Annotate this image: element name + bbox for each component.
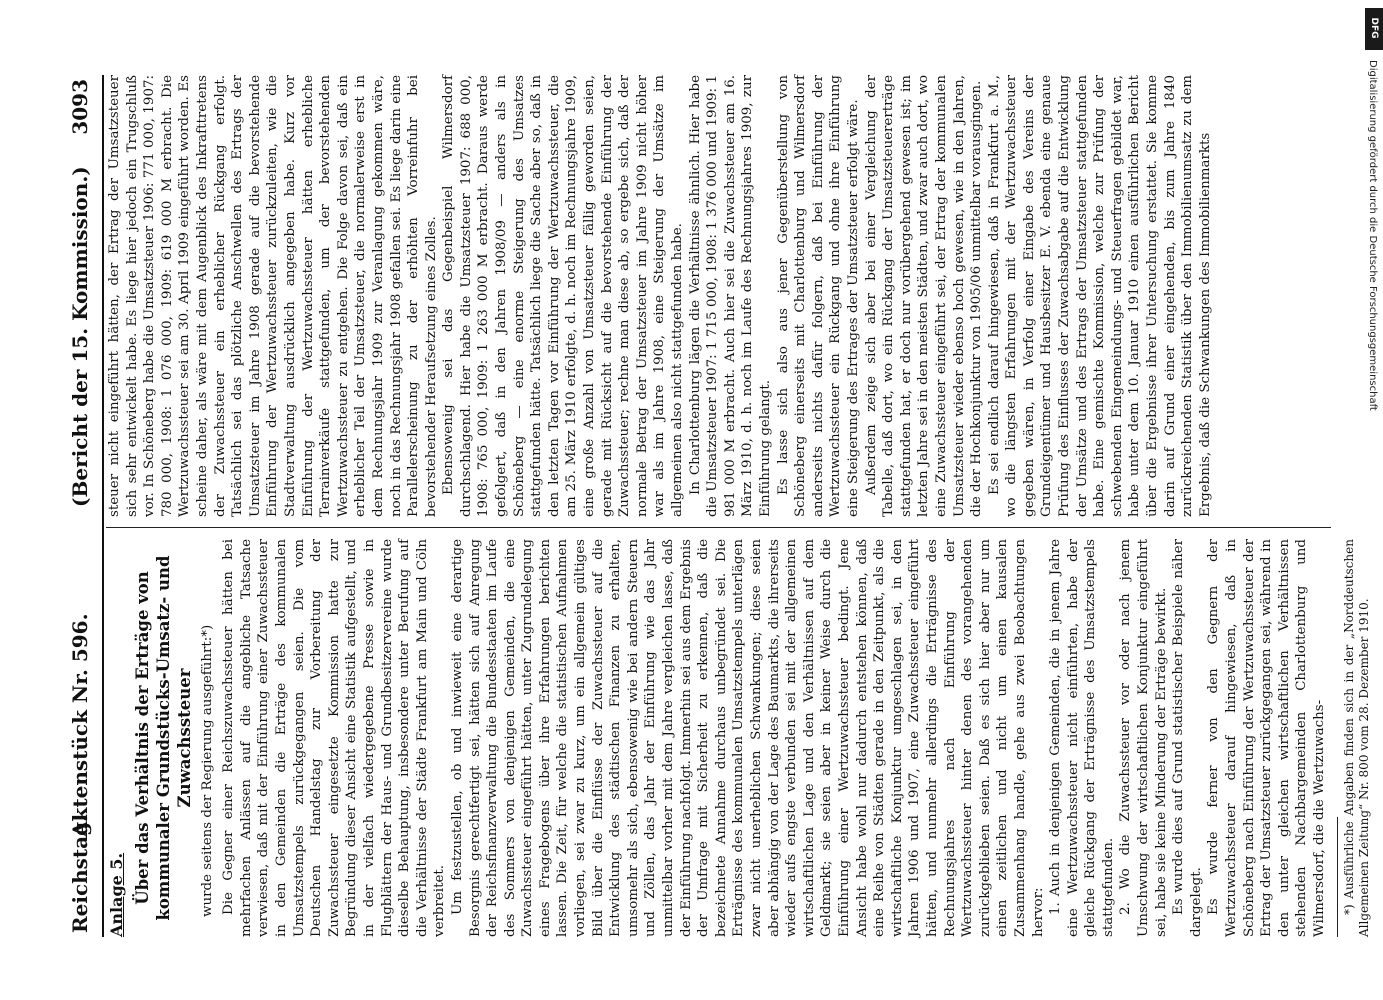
right-text-column [106,75,1331,517]
paragraph: Ebensowenig sei das Gegenbeispiel Wilmersdorf durchschlagend. Hier habe die Umsatzsteuer 1907: 688 000, 1908: 765 000, 1909: 1 263 000 M erbracht. Daraus werde gefolgert, daß in den Jahren 1908/09 — anders als in Schöneberg — eine enorme Steigerung des Umsatzes stattgefunden hätte. Tatsächlich liege die Sache aber so, daß in den letzten Tagen vor Einführung der Wertzuwachssteuer, die am 25. März 1910 erfolgte, d. h. noch im Rechnungsjahre 1909, eine große Anzahl von Umsatzsteuer fällig geworden seien, gerade mit Rücksicht auf die bevorstehende Einführung der Zuwachssteuer; rechne man diese ab, so ergebe sich, daß der normale Betrag der Umsatzsteuer im Jahre 1909 nicht höher war als im Jahre 1908, eine Steigerung der Umsätze im allgemeinen also nicht stattgefunden habe. [441,75,685,517]
paragraph: Es wurde ferner von den Gegnern der Wertzuwachssteuer darauf hingewiesen, daß in Schöneberg nach Einführung der Wertzuwachssteuer der Ertrag der Umsatzsteuer zurückgegangen sei, während in den unter gleichen wirtschaftlichen Verhältnissen stehenden Nachbargemeinden Charlottenburg und Wilmersdorf, die die Wertzuwachs- [1206,539,1327,937]
paragraph: 2. Wo die Zuwachssteuer vor oder nach jenem Umschwung der wirtschaftlichen Konjunktur eingeführt sei, habe sie keine Minderung der Erträge bewirkt. [1118,539,1169,937]
dfg-logo [1365,8,1383,50]
paragraph: Es lasse sich also aus jener Gegenüberstellung von Schöneberg einerseits mit Charlottenburg und Wilmersdorf anderseits nichts dafür folgern, daß bei Einführung der Wertzuwachssteuer ein Rückgang und ohne ihre Einführung eine Steigerung des Ertrages der Umsatzsteuer erfolgt wäre. [775,75,861,517]
anlage-heading: Anlage 5. [107,852,126,937]
column-divider [106,527,1331,528]
paragraph: Es sei endlich darauf hingewiesen, daß in Frankfurt a. M., wo die längsten Erfahrungen mit der Wertzuwachssteuer gegeben wären, in Verfolg einer Eingabe des Vereins der Grundeigentümer und Hausbesitzer E. V. ebenda eine genaue Prüfung des Einflusses der Zuwachsabgabe auf die Entwicklung der Umsätze und des Ertrags der Umsatzsteuer stattgefunden habe. Eine gemischte Kommission, welche zur Prüfung der schwebenden Eingemeindungs- und Steuerfragen gebildet war, habe unter dem 10. Januar 1910 einen ausführlichen Bericht über die Ergebnisse ihrer Untersuchung erstattet. Sie komme darin auf Grund einer eingehenden, bis zum Jahre 1840 zurückreichenden Statistik über den Immobilienumsatz zu dem Ergebnis, daß die Schwankungen des Immobilienmarkts [986,75,1213,517]
paragraph: 1. Auch in denjenigen Gemeinden, die in jenem Jahre eine Wertzuwachssteuer nicht einführten, habe der gleiche Rückgang der Erträgnisse des Umsatzstempels stattgefunden. [1048,539,1116,937]
page-number: 3093 [68,79,92,135]
paragraph: In Charlottenburg lägen die Verhältnisse ähnlich. Hier habe die Umsatzsteuer 1907: 1 715 000, 1908: 1 376 000 und 1909: 1 981 000 M erbracht. Auch hier sei die Zuwachssteuer am 16. März 1910, d. h. noch im Laufe des Rechnungsjahres 1909, zur Einführung gelangt. [687,75,773,517]
dfg-logo-text: DFG [1369,17,1379,39]
paragraph: Um festzustellen, ob und inwieweit eine derartige Besorgnis gerechtfertigt sei, hätten sich auf Anregung der Reichsfinanzverwaltung die Bundesstaaten im Laufe des Sommers von denjenigen Gemeinden, die eine Zuwachssteuer eingeführt hätten, unter Zugrundelegung eines Fragebogens über ihre Erfahrungen berichten lassen. Die Zeit, für welche die statistischen Aufnahmen vorliegen, sei zwar zu kurz, um ein allgemein gültiges Bild über die Einflüsse der Zuwachssteuer auf die Entwicklung des städtischen Finanzen zu erhalten, umsomehr als sich, ebensowenig wie bei andern Steuern und Zöllen, das Jahr der Einführung wie das Jahr unmittelbar vorher mit dem Jahre vergleichen lasse, daß der Einführung nachfolgt. Immerhin sei aus dem Ergebnis der Umfrage mit Sicherheit zu erkennen, daß die bezeichnete Annahme durchaus unbegründet sei. Die Erträgnisse des kommunalen Umsatzstempels unterlägen zwar nicht unerheblichen Schwankungen; diese seien aber abhängig von der Lage des Baumarkts, die ihrerseits wieder aufs engste verbunden sei mit der allgemeinen wirtschaftlichen Lage und den Verhältnissen auf dem Geldmarkt; sie seien aber in keiner Weise durch die Einführung einer Wertzuwachssteuer bedingt. Jene Ansicht habe wohl nur dadurch entstehen können, daß eine Reihe von Städten gerade in den Zeitpunkt, als die wirtschaftliche Konjunktur umgeschlagen sei, in den Jahren 1906 und 1907, eine Zuwachssteuer eingeführt hätten, und nunmehr allerdings die Erträgnisse des Rechnungsjahres nach Einführung der Wertzuwachssteuer hinter denen des vorangehenden zurückgeblieben seien. Daß es sich hier aber nur um einen zeitlichen und nicht um einen kausalen Zusammenhang handle, gehe aus zwei Beobachtungen hervor: [449,539,1046,937]
paragraph: Außerdem zeige sich aber bei einer Vergleichung der Tabelle, daß dort, wo ein Rückgang der Umsatzsteuererträge stattgefunden hat, er doch nur vorübergehend gewesen ist; im letzten Jahre sei in den meisten Städten, und zwar auch dort, wo eine Zuwachssteuer eingeführt sei, der Ertrag der kommunalen Umsatzsteuer wieder ebenso hoch gewesen, wie in den Jahren, die der Hochkonjunktur von 1905/06 unmittelbar vorausgingen. [863,75,985,517]
footnote: *) Ausführliche Angaben finden sich in der „Norddeutschen Allgemeinen Zeitung“ Nr. 800 vom 28. Dezember 1910. [1341,539,1371,937]
paragraph: steuer nicht eingeführt hätten, der Ertrag der Umsatzsteuer sich sehr entwickelt habe. Es liege hier jedoch ein Trugschluß vor. In Schöneberg habe die Umsatzsteuer 1906: 771 000, 1907: 780 000, 1908: 1 076 000, 1909: 619 000 M erbracht. Die Wertzuwachssteuer sei am 30. April 1909 eingeführt worden. Es scheine daher, als wäre mit dem Augenblick des Inkrafttretens der Zuwachssteuer ein erheblicher Rückgang erfolgt. Tatsächlich sei das plötzliche Anschwellen des Ertrags der Umsatzsteuer im Jahre 1908 gerade auf die bevorstehende Einführung der Wertzuwachssteuer zurückzuleiten, wie die Stadtverwaltung ausdrücklich angegeben habe. Kurz vor Einführung der Wertzuwachssteuer hätten erhebliche Terrainverkäufe stattgefunden, um der bevorstehenden Wertzuwachssteuer zu entgehen. Die Folge davon sei, daß ein erheblicher Teil der Umsatzsteuer, die normalerweise erst in dem Rechnungsjahr 1909 zur Veranlagung gekommen wäre, noch in das Rechnungsjahr 1908 gefallen sei. Es liege darin eine Parallelerscheinung zu der erhöhten Vorreinfuhr bei bevorstehender Heraufsetzung eines Zolles. [107,75,439,517]
header-aktenstueck: Aktenstück Nr. 596. [68,613,92,837]
header-bericht: (Bericht der 15. Kommission.) [68,166,92,507]
paragraph: Es wurde dies auf Grund statistischer Beispiele näher dargelegt. [1171,539,1204,937]
section-title: Über das Verhältnis der Erträge von kommunaler Grundstücks-Umsatz- und Zuwachssteuer [132,555,194,921]
paragraph: Die Gegner einer Reichszuwachssteuer hätten bei mehrfachen Anlässen auf die angebliche Tatsache verwiesen, daß mit der Einführung einer Zuwachssteuer in den Gemeinden die Erträge des kommunalen Umsatzstempels zurückgegangen seien. Die vom Deutschen Handelstag zur Vorbereitung der Zuwachssteuer eingesetzte Kommission hatte zur Begründung dieser Ansicht eine Statistik aufgestellt, und in der vielfach wiedergegebene Presse sowie in Flugblättern der Haus- und Grundbesitzervereine wurde dieselbe Behauptung, insbesondere unter Berufung auf die Verhältnisse der Städte Frankfurt am Main und Cöln verbreitet. [221,539,448,937]
header-reichstag: Reichstag. [68,814,92,933]
section-subtitle: wurde seitens der Regierung ausgeführt:*) [199,624,215,917]
page-header [62,75,104,937]
rotated-document-page [62,75,1371,937]
footnote-rule [1337,817,1338,937]
digitization-credit: Digitalisierung gefördert durch die Deutsche Forschungsgemeinschaft [1367,60,1378,411]
left-text-column [106,539,1371,937]
